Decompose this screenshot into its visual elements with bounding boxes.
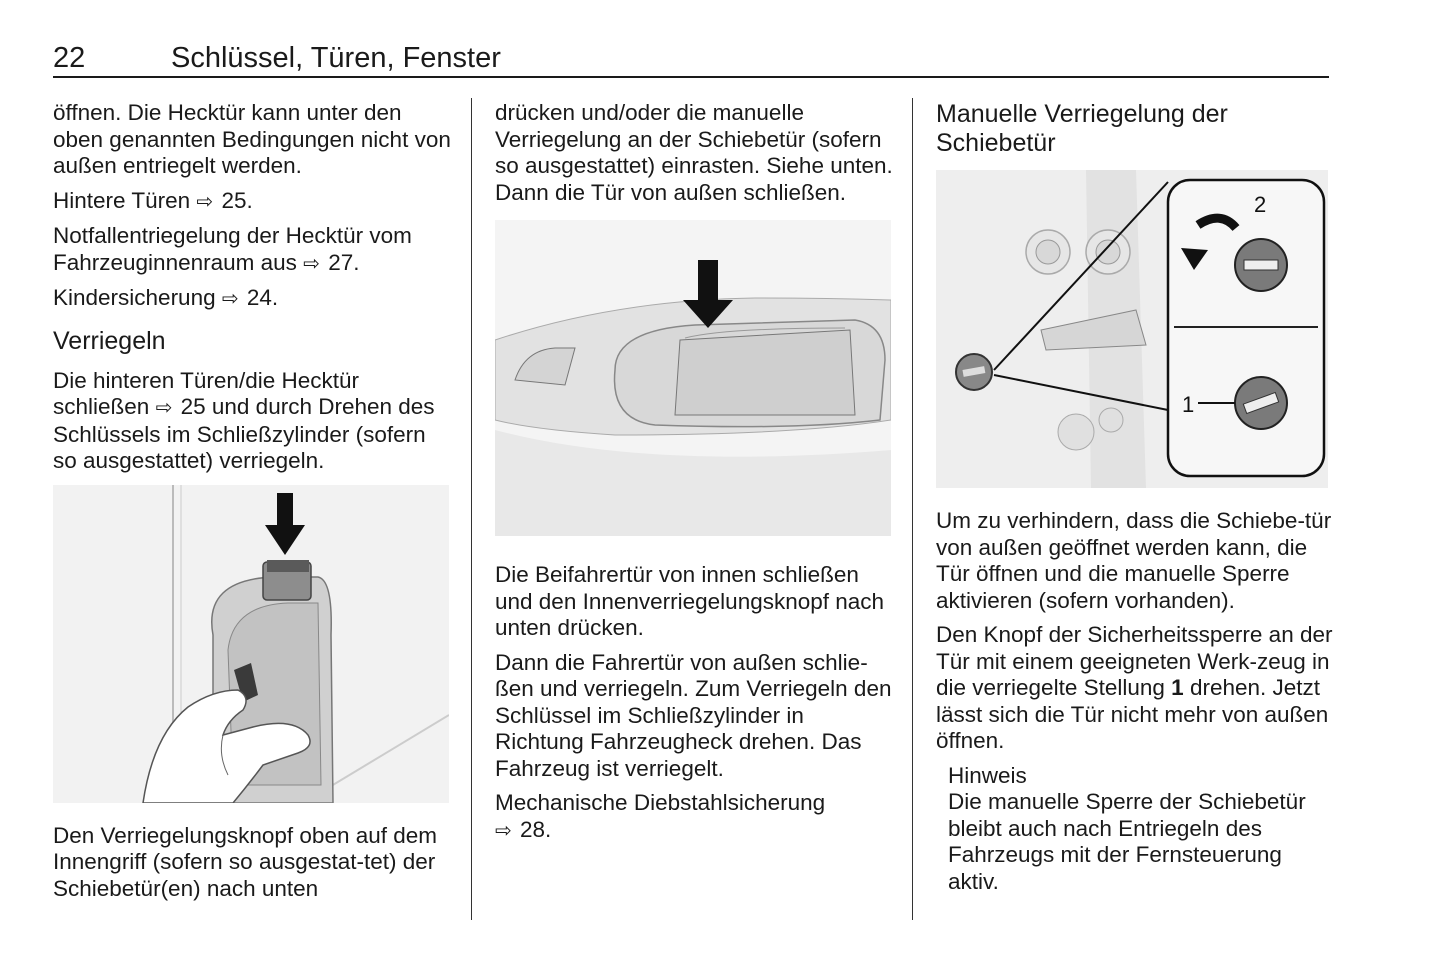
note-text: Die manuelle Sperre der Schiebetür bleibt auch nach Entriegeln des Fahrzeugs mit der Fernsteuerung aktiv. <box>948 789 1306 894</box>
column-divider-right <box>912 98 913 920</box>
figure-inner-lock-button <box>495 220 891 536</box>
ref-text: Notfallentriegelung der Hecktür vom Fahrzeuginnenraum aus <box>53 223 412 275</box>
column-1 <box>53 100 453 910</box>
section-heading: Manuelle Verriegelung der Schiebetür <box>936 100 1228 157</box>
paragraph: öffnen. Die Hecktür kann unter den oben genannten Bedingungen nicht von außen entriegelt werden. <box>53 100 451 178</box>
chapter-title: Schlüssel, Türen, Fenster <box>171 42 501 74</box>
paragraph: Die hinteren Türen/die Hecktür schließen ⇨ 25 und durch Drehen des Schlüssels im Schließzylinder (sofern so ausgestattet) verriegeln. <box>53 367 435 473</box>
paragraph: drücken und/oder die manuelle Verriegelung an der Schiebetür (sofern so ausgestattet) einrasten. Siehe unten. Dann die Tür von außen schließen. <box>495 100 893 205</box>
note-title: Hinweis <box>948 762 1027 788</box>
position-number: 1 <box>1171 675 1184 700</box>
reference-arrow-icon: ⇨ <box>303 252 320 275</box>
paragraph: Den Verriegelungsknopf oben auf dem Innengriff (sofern so ausgestat-tet) der Schiebetür(en) nach unten <box>53 822 438 901</box>
column-divider-left <box>471 98 472 920</box>
reference-arrow-icon: ⇨ <box>155 397 173 419</box>
paragraph: Um zu verhindern, dass die Schiebe-tür von außen geöffnet werden kann, die Tür öffnen und die manuelle Sperre aktivieren (sofern vorhanden). <box>936 508 1332 613</box>
figure-door-lock-knob <box>53 485 449 803</box>
cross-reference <box>53 223 453 277</box>
cross-reference <box>53 188 453 216</box>
ref-text: Mechanische Diebstahlsicherung <box>495 790 826 815</box>
ref-page[interactable]: 27. <box>328 249 360 275</box>
reference-arrow-icon: ⇨ <box>196 190 214 213</box>
ref-page[interactable]: 28. <box>520 816 552 842</box>
note-box <box>948 763 1336 896</box>
ref-text: Hintere Türen <box>53 187 191 213</box>
section-heading: Verriegeln <box>53 326 166 355</box>
column-2 <box>495 100 895 852</box>
ref-page[interactable]: 24. <box>246 285 279 310</box>
paragraph: Dann die Fahrertür von außen schlie-ßen und verriegeln. Zum Verriegeln den Schlüssel im Schließzylinder in Richtung Fahrzeugheck drehen. Das Fahrzeug ist verriegelt. <box>495 649 892 781</box>
cross-reference <box>495 790 895 844</box>
figure-manual-lock-sliding-door <box>936 170 1328 488</box>
cross-reference <box>53 285 453 313</box>
reference-arrow-icon: ⇨ <box>495 819 512 842</box>
column-3 <box>936 100 1336 895</box>
ref-page[interactable]: 25 <box>180 394 206 419</box>
figure-label-2: 2 <box>1254 192 1267 217</box>
figure-label-1: 1 <box>1182 392 1195 417</box>
ref-page[interactable]: 25. <box>221 187 253 213</box>
paragraph: Den Knopf der Sicherheitssperre an der Tür mit einem geeigneten Werk-zeug in die verriegelte Stellung 1 drehen. Jetzt lässt sich die Tür nicht mehr von außen öffnen. <box>936 622 1333 753</box>
ref-text: Kindersicherung <box>53 285 216 310</box>
page-number: 22 <box>53 42 86 74</box>
reference-arrow-icon: ⇨ <box>221 288 239 310</box>
paragraph: Die Beifahrertür von innen schließen und den Innenverriegelungsknopf nach unten drücken. <box>495 562 885 640</box>
page-header <box>53 40 1329 78</box>
